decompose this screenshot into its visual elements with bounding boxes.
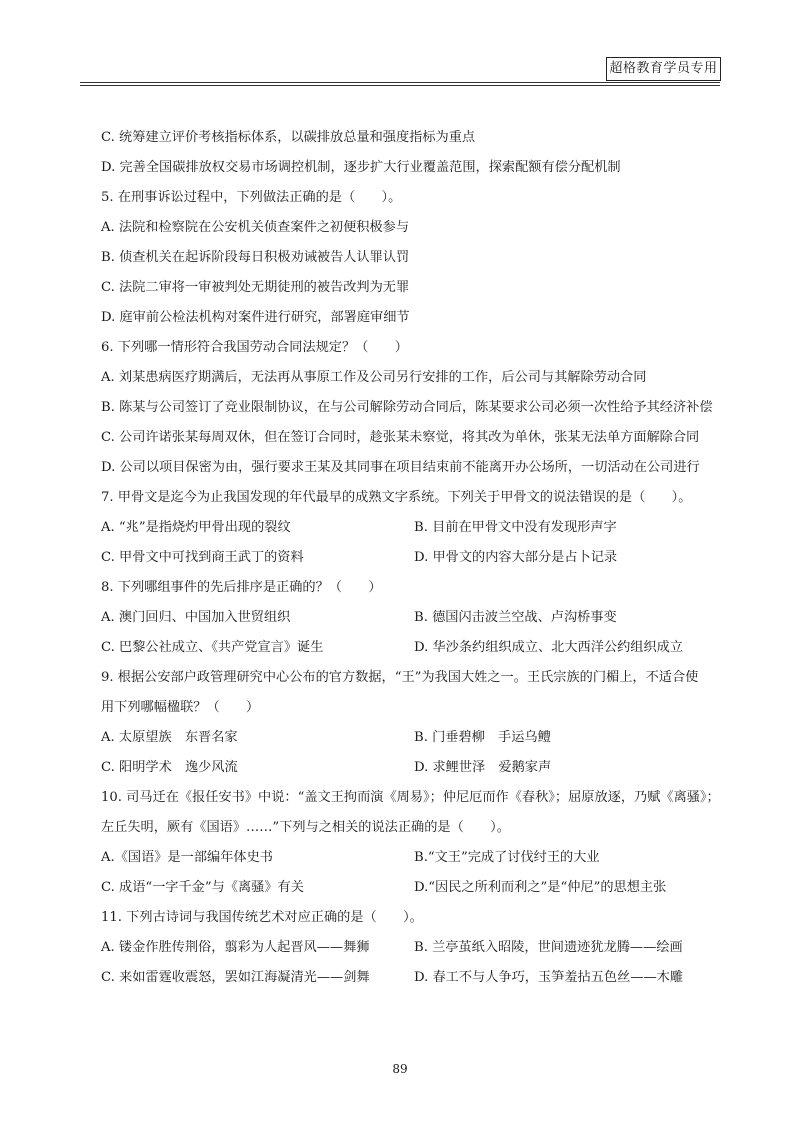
question-stem: 5. 在刑事诉讼过程中，下列做法正确的是（ ）。 [101, 190, 402, 205]
question-stem: 6. 下列哪一情形符合我国劳动合同法规定？（ ） [101, 340, 408, 355]
option-left: C. 阳明学术 逸少风流 [101, 760, 238, 775]
option-row [101, 873, 721, 903]
header-rule-thin [80, 85, 720, 86]
question-stem: 8. 下列哪组事件的先后排序是正确的？（ ） [101, 580, 382, 595]
header-badge: 超格教育学员专用 [606, 57, 721, 81]
text-line: C. 法院二审将一审被判处无期徒刑的被告改判为无罪 [101, 280, 410, 295]
option-right: D. 华沙条约组织成立、北大西洋公约组织成立 [414, 640, 684, 655]
option-right: D. 甲骨文的内容大部分是占卜记录 [414, 550, 618, 565]
text-line: D. 庭审前公检法机构对案件进行研究，部署庭审细节 [101, 310, 410, 325]
option-right: B. 门垂碧柳 手运乌鳢 [414, 730, 551, 745]
option-right: D.“因民之所利而利之”是“仲尼”的思想主张 [414, 880, 667, 895]
option-right: D. 求鲤世泽 爱鹅家声 [414, 760, 552, 775]
question-stem: 11. 下列古诗词与我国传统艺术对应正确的是（ ）。 [101, 910, 423, 925]
question-stem: 9. 根据公安部户政管理研究中心公布的官方数据，“王”为我国大姓之一。王氏宗族的门楣上，不适合使 [101, 670, 699, 685]
question-stem: 7. 甲骨文是迄今为止我国发现的年代最早的成熟文字系统。下列关于甲骨文的说法错误的是（ ）。 [101, 490, 692, 505]
option-row [101, 753, 721, 783]
option-left: C. 成语“一字千金”与《离骚》有关 [101, 880, 304, 895]
question-stem: 10. 司马迁在《报任安书》中说：“盖文王拘而演《周易》；仲尼厄而作《春秋》；屈原放逐，乃赋《离骚》； [101, 790, 720, 805]
text-line: D. 完善全国碳排放权交易市场调控机制，逐步扩大行业覆盖范围，探索配额有偿分配机制 [101, 160, 621, 175]
option-row [101, 603, 721, 633]
option-right: D. 春工不与人争巧，玉笋羞拈五色丝——木雕 [414, 970, 684, 985]
text-line: A. 法院和检察院在公安机关侦查案件之初便积极参与 [101, 220, 410, 235]
text-line: B. 陈某与公司签订了竞业限制协议，在与公司解除劳动合同后，陈某要求公司必须一次性给予其经济补偿 [101, 400, 713, 415]
option-right: B.“文王”完成了讨伐纣王的大业 [414, 850, 600, 865]
text-line: D. 公司以项目保密为由，强行要求王某及其同事在项目结束前不能离开办公场所，一切活动在公司进行 [101, 460, 700, 475]
option-left: C. 来如雷霆收震怒，罢如江海凝清光——剑舞 [101, 970, 370, 985]
option-row [101, 843, 721, 873]
option-right: B. 目前在甲骨文中没有发现形声字 [414, 520, 617, 535]
option-right: B. 兰亭茧纸入昭陵，世间遗迹犹龙腾——绘画 [414, 940, 683, 955]
text-line: A. 刘某患病医疗期满后，无法再从事原工作及公司另行安排的工作，后公司与其解除劳动合同 [101, 370, 647, 385]
text-line: B. 侦查机关在起诉阶段每日积极劝诫被告人认罪认罚 [101, 250, 410, 265]
question-content [101, 123, 721, 993]
text-line: C. 统筹建立评价考核指标体系，以碳排放总量和强度指标为重点 [101, 130, 476, 145]
option-left: A.《国语》是一部编年体史书 [101, 850, 273, 865]
option-right: B. 德国闪击波兰空战、卢沟桥事变 [414, 610, 617, 625]
option-left: C. 巴黎公社成立、《共产党宣言》诞生 [101, 640, 324, 655]
page-number: 89 [392, 1062, 408, 1076]
option-left: A. “兆”是指烧灼甲骨出现的裂纹 [101, 520, 291, 535]
option-row [101, 513, 721, 543]
text-line: 左丘失明，厥有《国语》……”下列与之相关的说法正确的是（ ）。 [101, 820, 510, 835]
text-line: C. 公司许诺张某每周双休，但在签订合同时，趁张某未察觉，将其改为单休，张某无法单方面解除合同 [101, 430, 700, 445]
option-left: A. 镂金作胜传荆俗，翦彩为人起晋风——舞狮 [101, 940, 370, 955]
option-row [101, 963, 721, 993]
header-rule [80, 82, 720, 83]
text-line: 用下列哪幅楹联？（ ） [101, 700, 260, 715]
option-row [101, 723, 721, 753]
option-left: A. 澳门回归、中国加入世贸组织 [101, 610, 291, 625]
option-row [101, 633, 721, 663]
option-row [101, 543, 721, 573]
option-row [101, 933, 721, 963]
option-left: A. 太原望族 东晋名家 [101, 730, 238, 745]
option-left: C. 甲骨文中可找到商王武丁的资料 [101, 550, 304, 565]
